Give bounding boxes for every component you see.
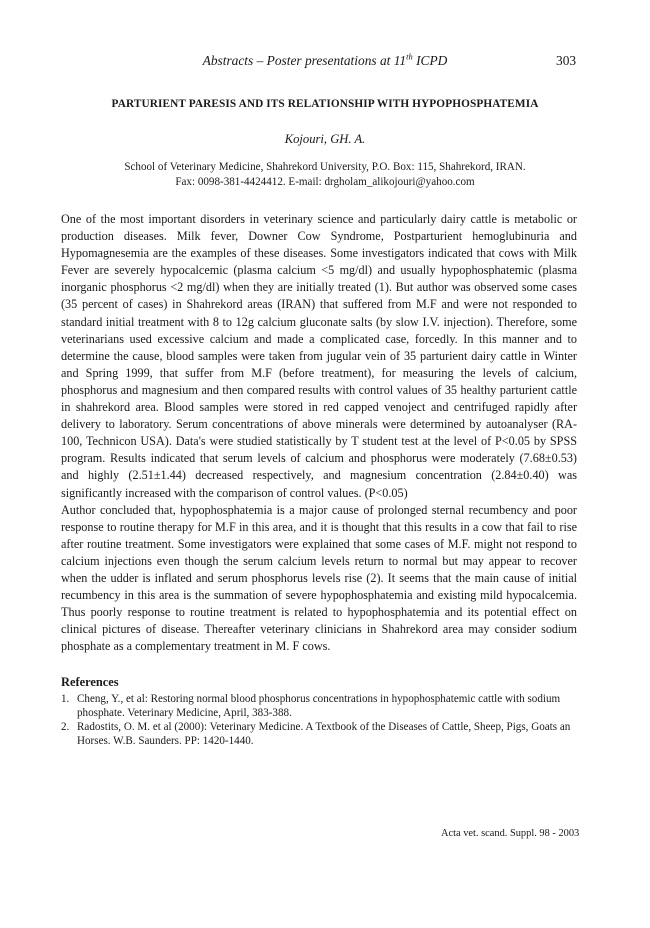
abstract-body xyxy=(61,211,577,655)
references-list xyxy=(61,692,581,748)
abstract-paragraph-1: One of the most important disorders in veterinary science and particularly dairy cattle is metabolic or production diseases. Milk fever, Downer Cow Syndrome, Postparturient hemoglubinuria and Hypomagnesemia are the examples of these diseases. Some investigators indicated that cows with Milk Fever are severely hypocalcemic (plasma calcium <5 mg/dl) and usually hypophosphatemic (plasma inorganic phosphorus <2 mg/dl) when they are initially treated (1). But author was observed some cases (35 percent of cases) in Shahrekord areas (IRAN) that suffered from M.F and were not responded to standard initial treatment with 8 to 12g calcium gluconate salts (by slow I.V. injection). Therefore, some veterinarians used excessive calcium and made a complicated case, forcedly. In this manner and to determine the cause, blood samples were taken from jugular vein of 35 parturient dairy cattle in Winter and Spring 1999, that suffer from M.F (before treatment), for measuring the levels of calcium, phosphorus and magnesium and then compared results with control values of 35 healthy parturient cattle in shahrekord area. Blood samples were stored in red capped venoject and centrifuged rapidly after delivery to laboratory. Serum concentrations of above minerals were determined by autoanalyser (RA-100, Technicon USA). Data's were studied statistically by T student test at the level of P<0.05 by SPSS program. Results indicated that serum levels of calcium and phosphorus were moderately (7.68±0.53) and highly (2.51±1.44) decreased respectively, and magnesium concentration (2.84±0.40) was significantly increased with the comparison of control values. (P<0.05) xyxy=(61,212,577,500)
abstract-paragraph-2: Author concluded that, hypophosphatemia is a major cause of prolonged sternal recumbency and poor response to routine therapy for M.F in this area, and it is thought that this results in a cow that fail to rise after routine treatment. Some investigators were explained that some cases of M.F. might not respond to calcium injections even though the serum calcium levels return to normal but may appear to recover when the udder is inflated and serum phosphorus levels rise (2). It seems that the main cause of initial recumbency in this area is the summation of severe hypophosphatemia and existing mild hypocalcemia. Thus poorly response to routine treatment is related to hypophosphatemia and its potential effect on clinical pictures of disease. Thereafter veterinary clinicians in Shahrekord area may consider sodium phosphate as a complementary treatment in M. F cows. xyxy=(61,502,577,654)
running-title xyxy=(0,53,650,69)
page-number: 303 xyxy=(556,53,577,68)
running-title-superscript: th xyxy=(406,51,413,62)
paper-title: PARTURIENT PARESIS AND ITS RELATIONSHIP WITH HYPOPHOSPHATEMIA xyxy=(111,98,539,110)
running-header xyxy=(0,53,650,71)
reference-item xyxy=(61,692,581,720)
author: Kojouri, GH. A. xyxy=(284,132,366,146)
affiliation-contact: Fax: 0098-381-4424412. E-mail: drgholam_alikojouri@yahoo.com xyxy=(175,176,475,188)
references-section xyxy=(61,675,581,748)
journal-footer: Acta vet. scand. Suppl. 98 - 2003 xyxy=(441,828,580,839)
affiliation xyxy=(40,160,610,190)
reference-text: Radostits, O. M. et al (2000): Veterinary Medicine. A Textbook of the Diseases of Cattle, Sheep, Pigs, Goats an Horses. W.B. Saunders. PP: 1420-1440. xyxy=(77,721,571,747)
affiliation-address: School of Veterinary Medicine, Shahrekord University, P.O. Box: 115, Shahrekord, IRAN. xyxy=(124,161,526,173)
reference-text: Cheng, Y., et al: Restoring normal blood phosphorus concentrations in hypophosphatemic cattle with sodium phosphate. Veterinary Medicine, April, 383-388. xyxy=(77,693,561,719)
references-heading: References xyxy=(61,675,119,689)
running-title-suffix: ICPD xyxy=(412,53,448,68)
reference-number: 1. xyxy=(61,693,70,705)
reference-item xyxy=(61,720,581,748)
running-title-text: Abstracts – Poster presentations at 11 xyxy=(202,53,407,68)
reference-number: 2. xyxy=(61,721,70,733)
